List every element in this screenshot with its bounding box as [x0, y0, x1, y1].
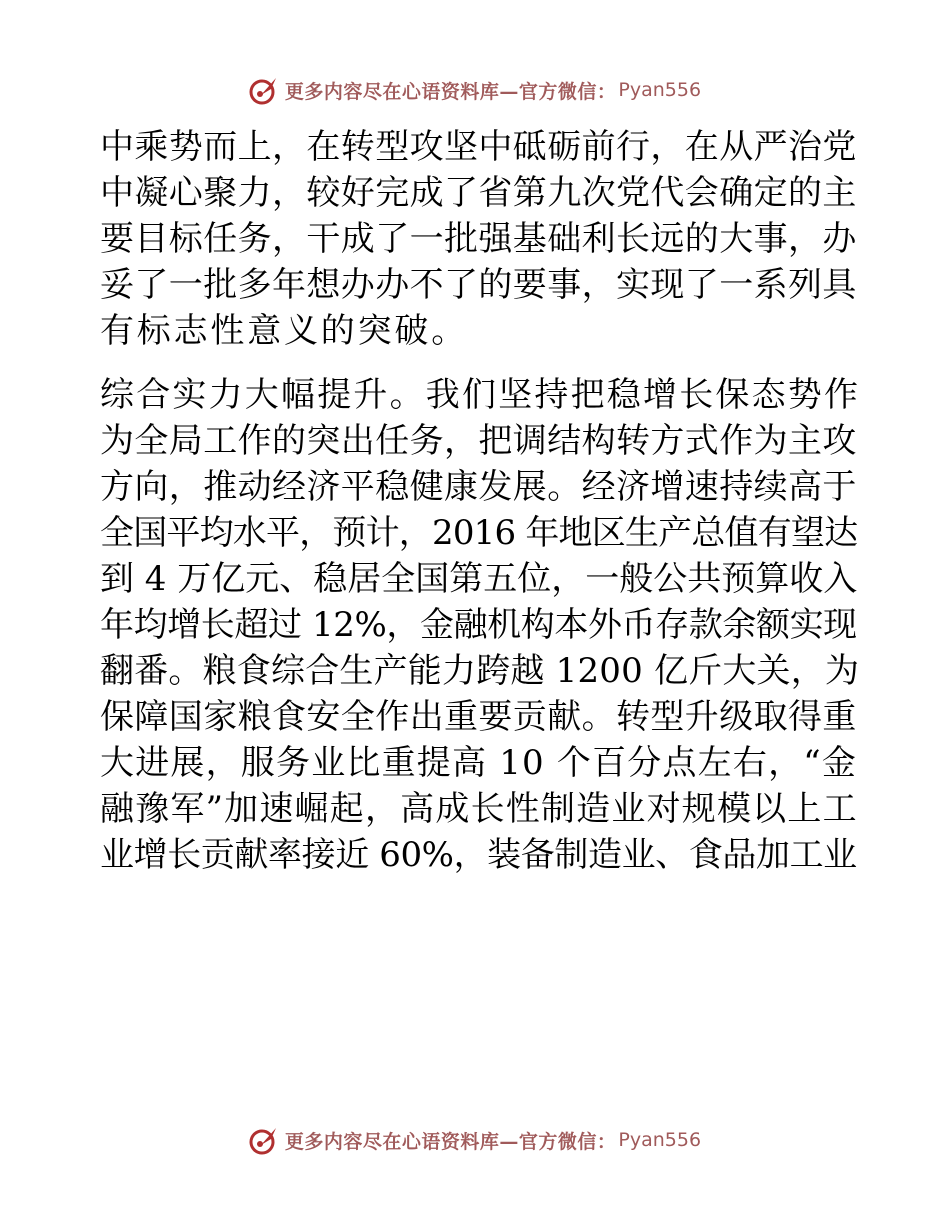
text-line: 要目标任务，干成了一批强基础利长远的大事，办	[100, 219, 857, 259]
watermark-handle: Pyan556	[618, 79, 702, 101]
watermark-text: 更多内容尽在心语资料库—官方微信：	[284, 1130, 617, 1153]
paragraph-gap	[100, 354, 860, 372]
text-line: 方向，推动经济平稳健康发展。经济增速持续高于	[100, 467, 857, 507]
watermark-handle: Pyan556	[618, 1129, 702, 1151]
text-line: 融豫军”加速崛起，高成长性制造业对规模以上工	[100, 789, 858, 829]
quill-logo-icon	[249, 1125, 279, 1155]
text-line: 妥了一批多年想办办不了的要事，实现了一系列具	[100, 265, 857, 305]
text-line: 为全局工作的突出任务，把调结构转方式作为主攻	[100, 421, 857, 461]
text-line: 大进展，服务业比重提高 10 个百分点左右，“金	[100, 743, 858, 783]
header-watermark	[0, 70, 950, 110]
text-line: 业增长贡献率接近 60%，装备制造业、食品加工业	[100, 835, 857, 875]
text-line: 有标志性意义的突破。	[100, 311, 468, 351]
paragraph-1	[100, 124, 860, 354]
watermark-text: 更多内容尽在心语资料库—官方微信：	[284, 80, 617, 103]
text-line: 到 4 万亿元、稳居全国第五位，一般公共预算收入	[100, 559, 858, 599]
text-line: 综合实力大幅提升。我们坚持把稳增长保态势作	[100, 375, 861, 415]
footer-watermark	[0, 1120, 950, 1160]
text-line: 全国平均水平，预计，2016 年地区生产总值有望达	[100, 513, 858, 553]
text-line: 中凝心聚力，较好完成了省第九次党代会确定的主	[100, 173, 857, 213]
text-line: 中乘势而上，在转型攻坚中砥砺前行，在从严治党	[100, 127, 857, 167]
quill-logo-icon	[249, 75, 279, 105]
document-body	[100, 124, 860, 878]
text-line: 保障国家粮食安全作出重要贡献。转型升级取得重	[100, 697, 857, 737]
text-line: 年均增长超过 12%，金融机构本外币存款余额实现	[100, 605, 857, 645]
text-line: 翻番。粮食综合生产能力跨越 1200 亿斤大关，为	[100, 651, 860, 691]
paragraph-2	[100, 372, 860, 878]
